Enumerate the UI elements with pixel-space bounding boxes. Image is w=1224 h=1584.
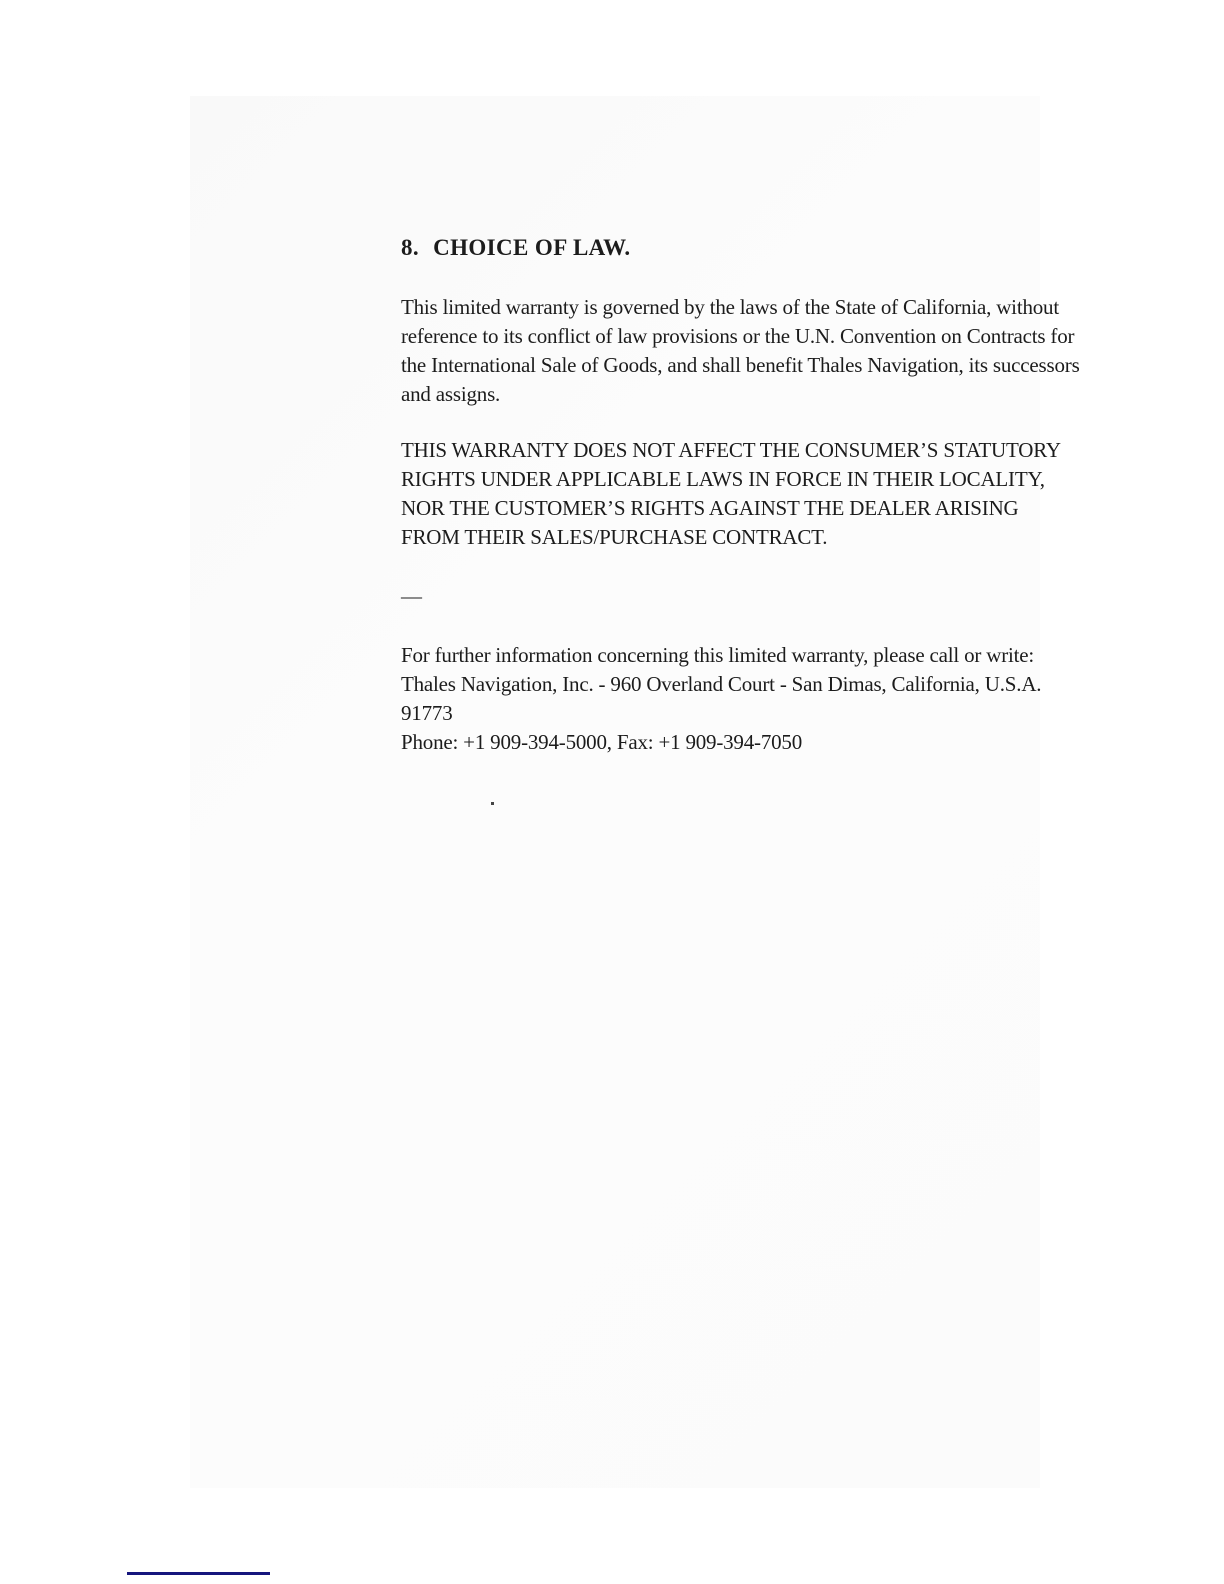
paragraph-contact-info: For further information concerning this limited warranty, please call or write: Thales Navigation, Inc. - 960 Overland Court - San Dimas, California, U.S.A. 91773 Phone: +1 909-394-5000, Fax: +1 909-394-7050	[401, 643, 1042, 754]
paragraph-statutory-rights: THIS WARRANTY DOES NOT AFFECT THE CONSUMER’S STATUTORY RIGHTS UNDER APPLICABLE LAWS IN FORCE IN THEIR LOCALITY, NOR THE CUSTOMER’S RIGHTS AGAINST THE DEALER ARISING FROM THEIR SALES/PURCHASE CONTRACT.	[401, 438, 1061, 549]
footer-rule	[127, 1572, 270, 1575]
scan-artifact-dot	[491, 802, 494, 805]
paragraph-governing-law: This limited warranty is governed by the laws of the State of California, without reference to its conflict of law provisions or the U.N. Convention on Contracts for the International Sale of Goods, and shall benefit Thales Navigation, its successors and assigns.	[401, 295, 1080, 406]
section-title: CHOICE OF LAW.	[433, 235, 631, 260]
separator-dash: —	[401, 584, 422, 608]
document-page	[190, 96, 1080, 1488]
section-heading	[401, 235, 1224, 261]
section-number: 8.	[401, 235, 420, 260]
